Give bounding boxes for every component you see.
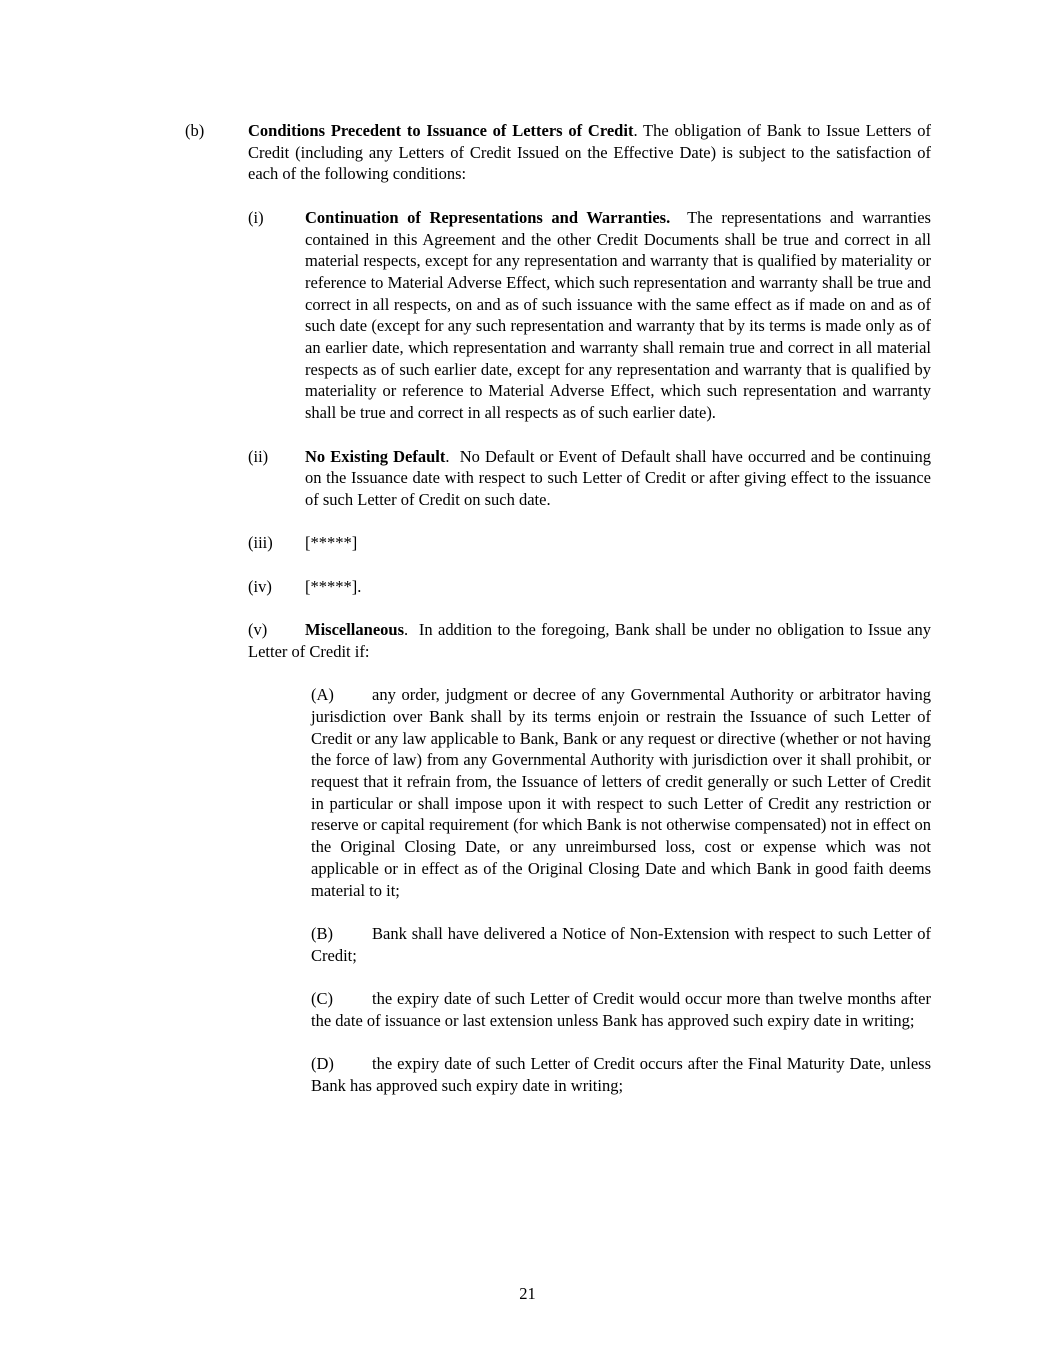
item-iii-label: (iii) xyxy=(248,533,273,553)
subitem-c-paragraph xyxy=(124,988,931,1031)
item-ii-paragraph xyxy=(124,446,931,511)
item-i-heading: Continuation of Representations and Warranties. xyxy=(305,207,671,227)
section-b-body: . The obligation of Bank to Issue Letters of Credit (including any Letters of Credit Issued on the Effective Date) is subject to the satisfaction of each of the following conditions: xyxy=(248,121,931,184)
item-v-body: . In addition to the foregoing, Bank shall be under no obligation to Issue any Letter of Credit if: xyxy=(248,620,931,661)
subitem-a-paragraph xyxy=(124,684,931,901)
subitem-b-body: Bank shall have delivered a Notice of Non-Extension with respect to such Letter of Credit; xyxy=(311,923,931,965)
subitem-b-paragraph xyxy=(124,923,931,966)
item-iv-body: [*****]. xyxy=(305,576,362,596)
item-iii-paragraph xyxy=(124,532,931,554)
item-i-paragraph xyxy=(124,207,931,424)
subitem-c-label: (C) xyxy=(311,989,333,1008)
section-b-heading: Conditions Precedent to Issuance of Letters of Credit xyxy=(248,121,634,140)
subitem-b-label: (B) xyxy=(311,923,333,943)
subitem-d-label: (D) xyxy=(311,1054,334,1074)
item-v-label: (v) xyxy=(248,620,268,640)
subitem-d-body: the expiry date of such Letter of Credit occurs after the Final Maturity Date, unless Bank has approved such expiry date in writing; xyxy=(311,1054,931,1095)
subitem-a-label: (A) xyxy=(311,685,334,705)
item-v-heading: Miscellaneous xyxy=(305,620,404,640)
item-i-label: (i) xyxy=(248,207,264,227)
section-b-label: (b) xyxy=(185,121,205,140)
item-iv-label: (iv) xyxy=(248,576,272,596)
item-v-paragraph xyxy=(124,619,931,662)
item-ii-label: (ii) xyxy=(248,446,269,466)
item-iii-body: [*****] xyxy=(305,533,358,553)
subitem-d-paragraph xyxy=(124,1053,931,1096)
item-i-body: The representations and warranties contained in this Agreement and the other Credit Documents shall be true and correct in all material respects, except for any representation and warranty that is qualified by materiality or reference to Material Adverse Effect, which such representation and warranty shall be true and correct in all respects, on and as of such issuance with the same effect as if made on and as of such date (except for any such representation and warranty that by its terms is made only as of an earlier date, which representation and warranty shall remain true and correct in all material respects as of such earlier date, except for any representation and warranty that is qualified by materiality or reference to Material Adverse Effect, which such representation and warranty shall be true and correct in all respects as of such earlier date). xyxy=(305,207,931,423)
subitem-a-body: any order, judgment or decree of any Governmental Authority or arbitrator having jurisdiction over Bank shall by its terms enjoin or restrain the Issuance of such Letter of Credit or any law applicable to Bank, Bank or any request or directive (whether or not having the force of law) from any Governmental Authority with jurisdiction over it shall prohibit, or request that it refrain from, the Issuance of letters of credit generally or such Letter of Credit in particular or shall impose upon it with respect to such Letter of Credit any restriction or reserve or capital requirement (for which Bank is not otherwise compensated) not in effect on the Original Closing Date, or any unreimbursed loss, cost or expense which was not applicable or in effect as of the Original Closing Date and which Bank in good faith deems material to it; xyxy=(311,685,931,900)
item-ii-body: . No Default or Event of Default shall have occurred and be continuing on the Issuance date with respect to such Letter of Credit or after giving effect to the issuance of such Letter of Credit on such date. xyxy=(305,446,931,509)
page-number: 21 xyxy=(519,1284,536,1303)
section-b-paragraph xyxy=(124,120,931,185)
item-iv-paragraph xyxy=(124,576,931,598)
subitem-c-body: the expiry date of such Letter of Credit would occur more than twelve months after the date of issuance or last extension unless Bank has approved such expiry date in writing; xyxy=(311,989,931,1030)
item-ii-heading: No Existing Default xyxy=(305,446,446,466)
